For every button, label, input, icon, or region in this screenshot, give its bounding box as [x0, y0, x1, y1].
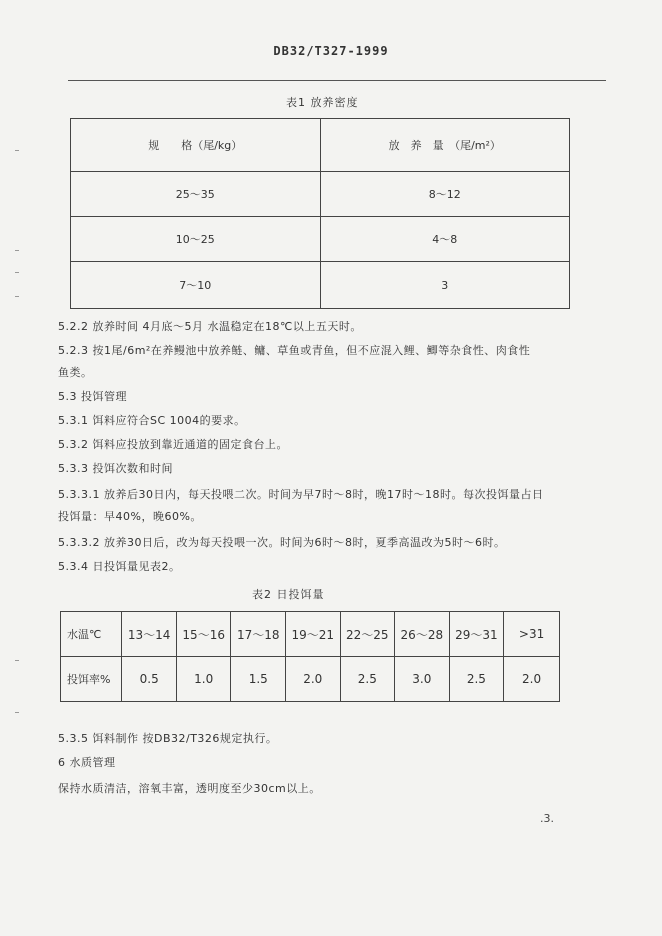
table-cell: 1.5 — [231, 657, 286, 702]
table-cell: >31 — [504, 612, 560, 657]
text-line: 5.3.5 饵料制作 按DB32/T326规定执行。 — [58, 732, 278, 745]
margin-mark — [15, 660, 19, 661]
text-line: 5.3.4 日投饵量见表2。 — [58, 560, 181, 573]
text-line: 5.3.1 饵料应符合SC 1004的要求。 — [58, 414, 246, 427]
table-row — [71, 217, 570, 262]
text-line: 投饵量：早40%，晚60%。 — [58, 510, 202, 523]
page-number: .3. — [540, 812, 554, 825]
table-cell: 22～25 — [340, 612, 395, 657]
section-heading: 6 水质管理 — [58, 756, 116, 769]
text-line: 5.3.3.1 放养后30日内，每天投喂二次。时间为早7时～8时，晚17时～18时。每次投饵量占日 — [58, 488, 544, 501]
table-cell: 0.5 — [122, 657, 177, 702]
table-cell: 29～31 — [449, 612, 504, 657]
table-cell: 3.0 — [395, 657, 450, 702]
margin-mark — [15, 296, 19, 297]
feeding-rate-row — [61, 657, 560, 702]
table-cell: 2.0 — [286, 657, 341, 702]
table-cell: 1.0 — [176, 657, 231, 702]
table-cell: 4～8 — [320, 217, 570, 262]
text-line: 5.3.3 投饵次数和时间 — [58, 462, 173, 475]
table-cell: 13～14 — [122, 612, 177, 657]
header-rule — [68, 80, 606, 81]
text-line: 5.2.3 按1尾/6m²在养鳗池中放养鲢、鳙、草鱼或青鱼，但不应混入鲤、鲫等杂食性、肉食性 — [58, 344, 531, 357]
text-line: 保持水质清洁，溶氧丰富，透明度至少30cm以上。 — [58, 782, 321, 795]
table-cell: 2.5 — [449, 657, 504, 702]
document-header: DB32/T327-1999 — [273, 44, 389, 58]
text-line: 5.2.2 放养时间 4月底～5月 水温稳定在18℃以上五天时。 — [58, 320, 362, 333]
table-row — [71, 262, 570, 309]
table2-caption: 表2 日投饵量 — [252, 588, 325, 601]
table-cell: 15～16 — [176, 612, 231, 657]
text-line: 鱼类。 — [58, 366, 93, 379]
feeding-rate-label: 投饵率% — [61, 657, 122, 702]
temperature-row — [61, 612, 560, 657]
table-cell: 3 — [320, 262, 570, 309]
table1-caption: 表1 放养密度 — [286, 96, 359, 109]
table-cell: 7～10 — [71, 262, 321, 309]
table-header-row — [71, 119, 570, 172]
table-cell: 2.5 — [340, 657, 395, 702]
table-cell: 2.0 — [504, 657, 560, 702]
table-cell: 19～21 — [286, 612, 341, 657]
margin-mark — [15, 272, 19, 273]
text-line: 5.3.3.2 放养30日后，改为每天投喂一次。时间为6时～8时，夏季高温改为5时～6时。 — [58, 536, 506, 549]
table-cell: 8～12 — [320, 172, 570, 217]
table-row — [71, 172, 570, 217]
temperature-label: 水温℃ — [61, 612, 122, 657]
table-cell: 10～25 — [71, 217, 321, 262]
table-cell: 25～35 — [71, 172, 321, 217]
margin-mark — [15, 150, 19, 151]
text-line: 5.3.2 饵料应投放到靠近通道的固定食台上。 — [58, 438, 288, 451]
table-cell: 17～18 — [231, 612, 286, 657]
margin-mark — [15, 712, 19, 713]
section-heading: 5.3 投饵管理 — [58, 390, 127, 403]
header-cell-spec: 规 格（尾/kg） — [71, 119, 321, 172]
table-cell: 26～28 — [395, 612, 450, 657]
margin-mark — [15, 250, 19, 251]
stocking-density-table — [70, 118, 570, 309]
daily-feeding-table — [60, 611, 560, 702]
header-cell-quantity: 放 养 量 （尾/m²） — [320, 119, 570, 172]
